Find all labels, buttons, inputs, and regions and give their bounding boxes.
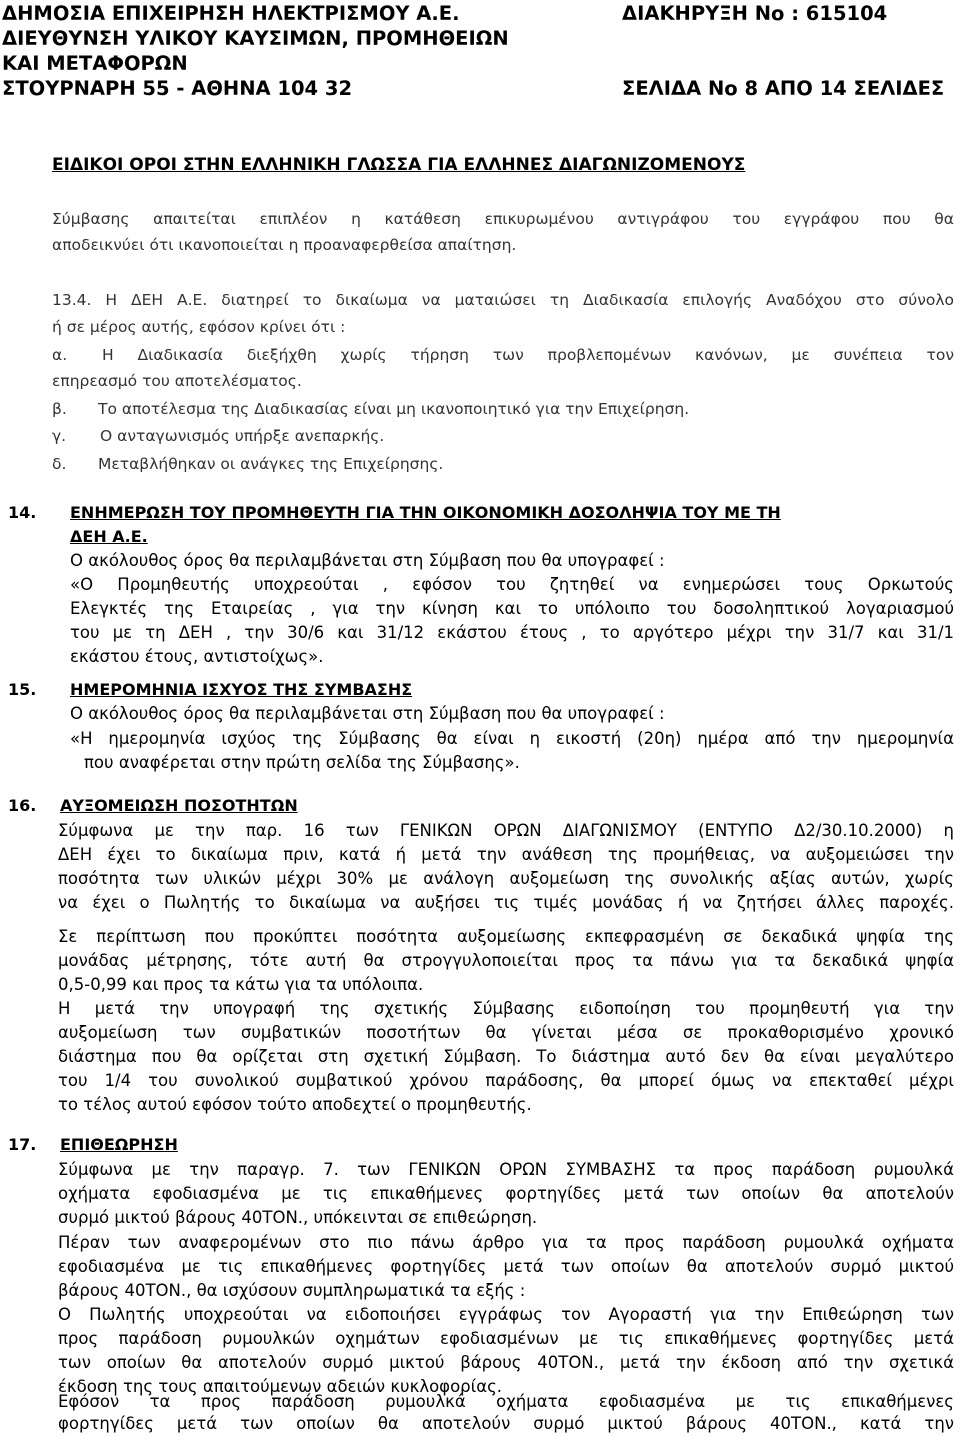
section-14-number: 14. (8, 503, 37, 522)
s17-p3-line: προς παράδοση ρυμουλκών οχημάτων εφοδιασμένων με τις επικαθήμενες φορτηγίδες μετά (58, 1329, 954, 1348)
s14-line: του με τη ΔΕΗ , την 30/6 και 31/12 εκάστου έτους , το αργότερο μέχρι την 31/7 και 31/1 (70, 623, 954, 642)
item-b-label: β. (52, 400, 67, 418)
s14-line: Ο ακόλουθος όρος θα περιλαμβάνεται στη Σύμβαση που θα υπογραφεί : (70, 551, 665, 570)
s16-p1-line: Σύμφωνα με την παρ. 16 των ΓΕΝΙΚΩΝ ΟΡΩΝ ΔΙΑΓΩΝΙΣΜΟΥ (ΕΝΤΥΠΟ Δ2/30.10.2000) η (58, 821, 954, 840)
s16-p2-line: μονάδας μέτρησης, τότε αυτή θα στρογγυλοποιείται προς τα πάνω για τα δεκαδικά ψηφία (58, 951, 954, 970)
s16-p3-line: αυξομείωση των συμβατικών ποσοτήτων θα γίνεται μέσα σε προκαθορισμένο χρονικό (58, 1023, 954, 1042)
notice-number: ΔΙΑΚΗΡΥΞΗ Νο : 615104 (622, 2, 888, 25)
s17-p3-line: των οποίων θα αποτελούν συρμό μικτού βάρους 40ΤΟΝ., μετά την έκδοση από την σχετικά (58, 1353, 954, 1372)
s13-4-line: ή σε μέρος αυτής, εφόσον κρίνει ότι : (52, 318, 346, 336)
item-d-label: δ. (52, 455, 67, 473)
s16-p3-line: Η μετά την υπογραφή της σχετικής Σύμβασης ειδοποίηση του προμηθευτή για την (58, 999, 954, 1018)
s16-p3-line: του 1/4 του συνολικού συμβατικού χρόνου παράδοσης, θα μπορεί όμως να επεκταθεί μέχρι (58, 1071, 954, 1090)
section-15-title: ΗΜΕΡΟΜΗΝΙΑ ΙΣΧΥΟΣ ΤΗΣ ΣΥΜΒΑΣΗΣ (70, 680, 413, 699)
section-17-number: 17. (8, 1135, 37, 1154)
item-a-label: α. (52, 346, 68, 364)
department-name-cont: ΚΑΙ ΜΕΤΑΦΟΡΩΝ (2, 52, 188, 75)
intro-line: Σύμβασης απαιτείται επιπλέον η κατάθεση επικυρωμένου αντιγράφου του εγγράφου που θα (52, 210, 954, 228)
s16-p1-line: να έχει ο Πωλητής το δικαίωμα να αυξήσει τις τιμές μονάδας ή να ζητήσει άλλες παροχές. (58, 893, 954, 912)
page-number: ΣΕΛΙΔΑ Νο 8 ΑΠΟ 14 ΣΕΛΙΔΕΣ (622, 77, 945, 100)
item-b-text: Το αποτέλεσμα της Διαδικασίας είναι μη ικανοποιητικό για την Επιχείρηση. (98, 400, 690, 418)
company-name: ΔΗΜΟΣΙΑ ΕΠΙΧΕΙΡΗΣΗ ΗΛΕΚΤΡΙΣΜΟΥ Α.Ε. (2, 2, 460, 25)
s17-p2-line: Πέραν των αναφερομένων στο πιο πάνω άρθρο για τα προς παράδοση ρυμουλκά οχήματα (58, 1233, 954, 1252)
s17-p3-line: Ο Πωλητής υποχρεούται να ειδοποιήσει εγγράφως τον Αγοραστή για την Επιθεώρηση των (58, 1305, 954, 1324)
item-c-label: γ. (52, 427, 67, 445)
s16-p1-line: ποσότητα των υλικών μέχρι 30% με ανάλογη αυξομείωση της συνολικής αξίας αυτών, χωρίς (58, 869, 954, 888)
s17-p1-line: Σύμφωνα με την παραγρ. 7. των ΓΕΝΙΚΩΝ ΟΡΩΝ ΣΥΜΒΑΣΗΣ τα προς παράδοση ρυμουλκά (58, 1160, 954, 1179)
item-d-text: Μεταβλήθηκαν οι ανάγκες της Επιχείρησης. (98, 455, 444, 473)
page-title: ΕΙΔΙΚΟΙ ΟΡΟΙ ΣΤΗΝ ΕΛΛΗΝΙΚΗ ΓΛΩΣΣΑ ΓΙΑ ΕΛΛΗΝΕΣ ΔΙΑΓΩΝΙΖΟΜΕΝΟΥΣ (52, 155, 746, 175)
item-a-text: Η Διαδικασία διεξήχθη χωρίς τήρηση των προβλεπομένων κανόνων, με συνέπεια τον (102, 346, 954, 364)
s17-p4-line: Εφόσον τα προς παράδοση ρυμουλκά οχήματα εφοδιασμένα με τις επικαθήμενες (58, 1392, 954, 1411)
section-14-title: ΕΝΗΜΕΡΩΣΗ ΤΟΥ ΠΡΟΜΗΘΕΥΤΗ ΓΙΑ ΤΗΝ ΟΙΚΟΝΟΜΙΚΗ ΔΟΣΟΛΗΨΙΑ ΤΟΥ ΜΕ ΤΗ (70, 503, 781, 522)
s16-p1-line: ΔΕΗ έχει το δικαίωμα πριν, κατά ή μετά την ανάθεση της προμήθειας, να αυξομειώσει την (58, 845, 954, 864)
section-15-number: 15. (8, 680, 37, 699)
s16-p3-line: το τέλος αυτού εφόσον τούτο αποδεχτεί ο προμηθευτής. (58, 1095, 532, 1114)
department-name: ΔΙΕΥΘΥΝΣΗ ΥΛΙΚΟΥ ΚΑΥΣΙΜΩΝ, ΠΡΟΜΗΘΕΙΩΝ (2, 27, 509, 50)
intro-line: αποδεικνύει ότι ικανοποιείται η προαναφερθείσα απαίτηση. (52, 236, 517, 254)
s15-line: που αναφέρεται στην πρώτη σελίδα της Σύμβασης». (84, 753, 520, 772)
s17-p1-line: συρμό μικτού βάρους 40ΤΟΝ., υπόκεινται σε επιθεώρηση. (58, 1208, 538, 1227)
item-a-text-cont: επηρεασμό του αποτελέσματος. (52, 372, 302, 390)
address: ΣΤΟΥΡΝΑΡΗ 55 - ΑΘΗΝΑ 104 32 (2, 77, 353, 100)
section-17-title: ΕΠΙΘΕΩΡΗΣΗ (60, 1135, 178, 1154)
s16-p2-line: Σε περίπτωση που προκύπτει ποσότητα αυξομείωσης εκπεφρασμένη σε δεκαδικά ψηφία της (58, 927, 954, 946)
s17-p4-line: φορτηγίδες μετά των οποίων θα αποτελούν συρμό μικτού βάρους 40ΤΟΝ., κατά την (58, 1414, 954, 1433)
s17-p1-line: οχήματα εφοδιασμένα με τις επικαθήμενες φορτηγίδες μετά των οποίων θα αποτελούν (58, 1184, 954, 1203)
s16-p2-line: 0,5-0,99 και προς τα κάτω για τα υπόλοιπα. (58, 975, 424, 994)
section-16-number: 16. (8, 796, 37, 815)
s13-4-line: 13.4. Η ΔΕΗ Α.Ε. διατηρεί το δικαίωμα να ματαιώσει τη Διαδικασία επιλογής Αναδόχου στο σύνολο (52, 291, 954, 309)
s14-line: εκάστου έτους, αντιστοίχως». (70, 647, 324, 666)
s14-line: «Ο Προμηθευτής υποχρεούται , εφόσον του ζητηθεί να ενημερώσει τους Ορκωτούς (70, 575, 954, 594)
item-c-text: Ο ανταγωνισμός υπήρξε ανεπαρκής. (100, 427, 385, 445)
section-14-title-cont: ΔΕΗ Α.Ε. (70, 527, 148, 546)
s17-p2-line: εφοδιασμένα με τις επικαθήμενες φορτηγίδες μετά των οποίων θα αποτελούν συρμό μικτού (58, 1257, 954, 1276)
section-16-title: ΑΥΞΟΜΕΙΩΣΗ ΠΟΣΟΤΗΤΩΝ (60, 796, 298, 815)
s17-p3-line: έκδοση της τους απαιτούμενων αδειών κυκλοφορίας. (58, 1377, 503, 1396)
s14-line: Ελεγκτές της Εταιρείας , για την κίνηση και το υπόλοιπο του δοσοληπτικού λογαριασμού (70, 599, 954, 618)
s15-line: «Η ημερομηνία ισχύος της Σύμβασης θα είναι η εικοστή (20η) ημέρα από την ημερομηνία (70, 729, 954, 748)
s16-p3-line: διάστημα που θα ορίζεται στη σχετική Σύμβαση. Το διάστημα αυτό δεν θα είναι μεγαλύτερο (58, 1047, 954, 1066)
s17-p2-line: βάρους 40ΤΟΝ., θα ισχύσουν συμπληρωματικά τα εξής : (58, 1281, 526, 1300)
s15-line: Ο ακόλουθος όρος θα περιλαμβάνεται στη Σύμβαση που θα υπογραφεί : (70, 704, 665, 723)
